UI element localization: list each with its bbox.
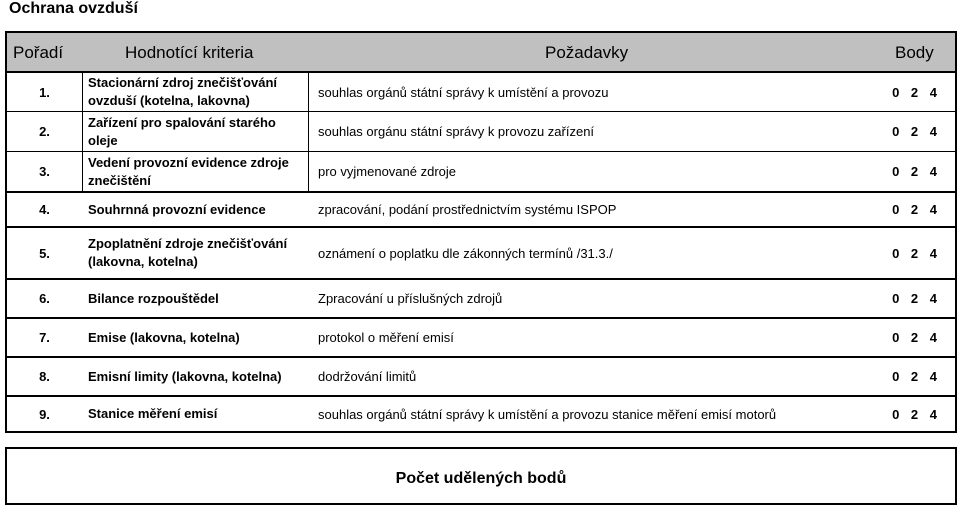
row-requirement: Zpracování u příslušných zdrojů <box>318 291 503 306</box>
row-requirement: souhlas orgánů státní správy k umístění a provozu stanice měření emisí motorů <box>318 406 777 422</box>
row-criteria: Bilance rozpouštědel <box>88 290 219 306</box>
table-row <box>7 73 955 111</box>
table-row <box>7 111 955 151</box>
total-points-box <box>5 447 957 505</box>
row-number: 7. <box>39 330 50 345</box>
row-number: 3. <box>39 164 50 179</box>
row-criteria: Vedení provozní evidence zdroje znečištění <box>88 154 289 188</box>
table-row <box>7 317 955 356</box>
row-criteria: Souhrnná provozní evidence <box>88 201 266 217</box>
header-criteria: Hodnotící kriteria <box>125 43 254 62</box>
row-criteria: Emisní limity (lakovna, kotelna) <box>88 368 282 384</box>
row-criteria: Stanice měření emisí <box>88 406 218 422</box>
row-criteria: Zařízení pro spalování starého oleje <box>88 114 276 148</box>
row-points: 0 2 4 <box>892 291 937 306</box>
row-requirement: zpracování, podání prostřednictvím systému ISPOP <box>318 202 617 217</box>
row-points: 0 2 4 <box>892 245 937 261</box>
row-number: 9. <box>39 406 50 422</box>
row-points: 0 2 4 <box>892 369 937 384</box>
row-requirement: souhlas orgánů státní správy k umístění a provozu <box>318 84 609 100</box>
row-requirement: pro vyjmenované zdroje <box>318 164 457 179</box>
total-points-label: Počet udělených bodů <box>395 470 567 487</box>
row-number: 6. <box>39 291 50 306</box>
criteria-table <box>5 31 957 433</box>
row-number: 4. <box>39 202 50 217</box>
row-criteria: Emise (lakovna, kotelna) <box>88 329 240 345</box>
page-title: Ochrana ovzduší <box>9 0 138 17</box>
table-row <box>7 356 955 395</box>
row-requirement: protokol o měření emisí <box>318 330 454 345</box>
table-row <box>7 278 955 317</box>
table-row <box>7 151 955 191</box>
header-order: Pořadí <box>13 43 64 62</box>
row-points: 0 2 4 <box>892 84 937 100</box>
row-points: 0 2 4 <box>892 164 937 179</box>
row-number: 2. <box>39 124 50 139</box>
row-points: 0 2 4 <box>892 124 937 139</box>
row-criteria: Zpoplatnění zdroje znečišťování (lakovna, kotelna) <box>88 236 288 269</box>
row-points: 0 2 4 <box>892 406 937 422</box>
row-points: 0 2 4 <box>892 202 937 217</box>
table-header <box>7 33 955 73</box>
row-requirement: oznámení o poplatku dle zákonných termínů /31.3./ <box>318 245 613 261</box>
table-row <box>7 191 955 226</box>
row-number: 1. <box>39 84 50 100</box>
row-criteria: Stacionární zdroj znečišťování ovzduší (kotelna, lakovna) <box>88 75 277 108</box>
row-requirement: souhlas orgánu státní správy k provozu zařízení <box>318 124 595 139</box>
row-requirement: dodržování limitů <box>318 369 417 384</box>
row-number: 8. <box>39 369 50 384</box>
row-points: 0 2 4 <box>892 330 937 345</box>
header-points: Body <box>895 43 934 62</box>
header-requirements: Požadavky <box>545 43 629 62</box>
table-row <box>7 226 955 278</box>
table-row <box>7 395 955 431</box>
row-number: 5. <box>39 245 50 261</box>
